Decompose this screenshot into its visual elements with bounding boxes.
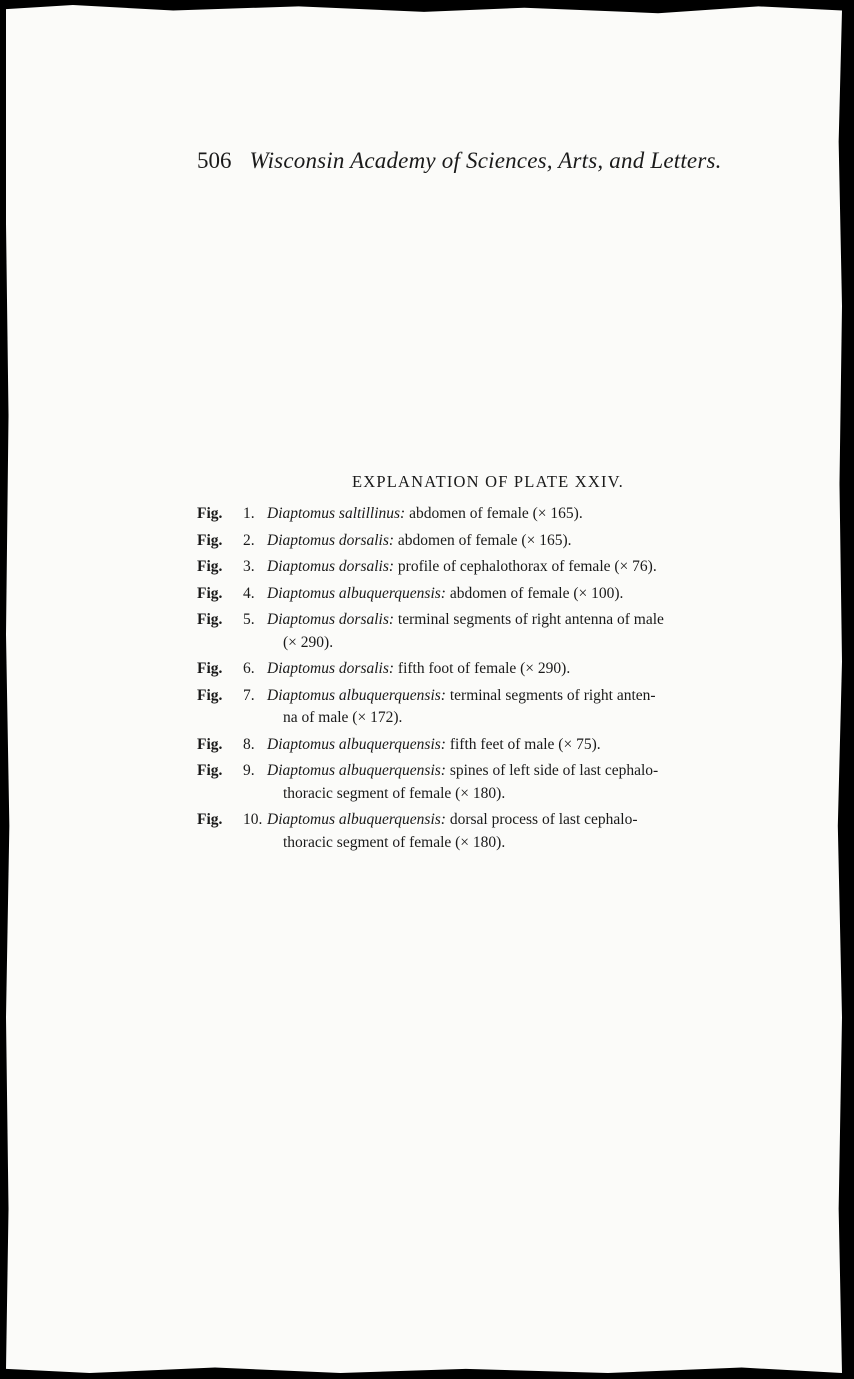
figure-label: Fig. xyxy=(197,735,223,753)
figure-entry-1 xyxy=(197,503,782,526)
figure-description: spines of left side of last cephalo- xyxy=(445,762,659,779)
figure-entry-4 xyxy=(197,583,782,606)
figure-description: abdomen of female (× 165). xyxy=(394,531,572,549)
figure-caption-continuation: na of male (× 172). xyxy=(283,709,403,726)
species-name: Diaptomus saltillinus: xyxy=(267,505,406,522)
figure-description: terminal segments of right anten- xyxy=(445,686,656,704)
species-name: Diaptomus dorsalis: xyxy=(267,660,395,677)
figure-label: Fig. xyxy=(197,660,223,677)
figure-caption-continuation: thoracic segment of female (× 180). xyxy=(283,833,506,851)
figure-entry-9 xyxy=(197,760,782,805)
figure-number: 10. xyxy=(243,811,263,828)
figure-number: 5. xyxy=(243,611,255,628)
species-name: Diaptomus albuquerquensis: xyxy=(267,686,446,704)
figure-entry-2 xyxy=(197,530,782,553)
figure-number: 4. xyxy=(243,584,255,602)
figure-entry-7 xyxy=(197,685,782,730)
figure-number: 6. xyxy=(243,660,255,677)
figure-number: 2. xyxy=(243,531,255,549)
species-name: Diaptomus albuquerquensis: xyxy=(267,735,446,753)
figure-caption-line xyxy=(267,609,782,632)
species-name: Diaptomus albuquerquensis: xyxy=(267,811,446,828)
figure-caption-continuation: thoracic segment of female (× 180). xyxy=(283,784,506,802)
figure-legend xyxy=(197,503,782,858)
figure-label: Fig. xyxy=(197,811,223,828)
figure-label: Fig. xyxy=(197,611,223,628)
figure-caption-line xyxy=(267,685,782,708)
figure-entry-5 xyxy=(197,609,782,654)
figure-description: terminal segments of right antenna of male xyxy=(394,611,664,628)
figure-number: 7. xyxy=(243,686,255,704)
species-name: Diaptomus albuquerquensis: xyxy=(267,584,446,602)
figure-caption-line xyxy=(267,658,782,681)
figure-label: Fig. xyxy=(197,558,223,575)
species-name: Diaptomus dorsalis: xyxy=(267,611,395,628)
figure-entry-8 xyxy=(197,734,782,757)
figure-caption-line xyxy=(267,503,782,526)
figure-label: Fig. xyxy=(197,584,223,602)
species-name: Diaptomus dorsalis: xyxy=(267,531,395,549)
figure-label: Fig. xyxy=(197,762,223,779)
figure-caption-line xyxy=(267,760,782,783)
figure-description: abdomen of female (× 165). xyxy=(405,505,583,522)
running-head xyxy=(197,148,737,182)
figure-number: 3. xyxy=(243,558,255,575)
figure-caption-line xyxy=(267,809,782,832)
figure-entry-10 xyxy=(197,809,782,854)
figure-description: fifth feet of male (× 75). xyxy=(445,735,601,753)
figure-entry-6 xyxy=(197,658,782,681)
plate-title: EXPLANATION OF PLATE XXIV. xyxy=(352,472,624,491)
species-name: Diaptomus albuquerquensis: xyxy=(267,762,446,779)
figure-caption-continuation: (× 290). xyxy=(283,633,334,651)
figure-number: 8. xyxy=(243,735,255,753)
figure-description: abdomen of female (× 100). xyxy=(445,584,624,602)
figure-entry-3 xyxy=(197,556,782,579)
figure-description: fifth foot of female (× 290). xyxy=(394,660,571,677)
figure-caption-line xyxy=(267,583,782,606)
species-name: Diaptomus dorsalis: xyxy=(267,558,395,575)
figure-caption-line xyxy=(267,556,782,579)
figure-caption-line xyxy=(267,530,782,553)
figure-description: dorsal process of last cephalo- xyxy=(445,811,638,828)
figure-number: 1. xyxy=(243,505,255,522)
figure-label: Fig. xyxy=(197,531,223,549)
figure-description: profile of cephalothorax of female (× 76). xyxy=(394,558,657,575)
page-number: 506 xyxy=(197,148,232,173)
journal-title: Wisconsin Academy of Sciences, Arts, and Letters. xyxy=(249,148,722,173)
figure-number: 9. xyxy=(243,762,255,779)
figure-label: Fig. xyxy=(197,505,223,522)
figure-caption-line xyxy=(267,734,782,757)
figure-label: Fig. xyxy=(197,686,223,704)
